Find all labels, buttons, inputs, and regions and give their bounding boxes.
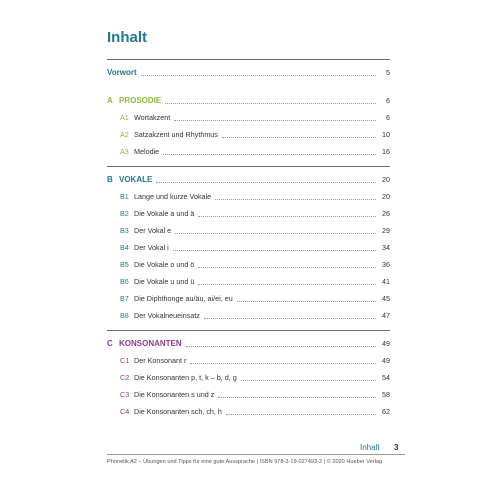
section-page: 6 (386, 96, 390, 105)
entry-code: C2 (120, 373, 130, 382)
entry-page: 29 (382, 226, 390, 235)
toc-entry-c4[interactable] (120, 406, 390, 418)
entry-label: Der Konsonant r (134, 356, 187, 365)
page-title: Inhalt (107, 29, 147, 46)
dot-leader (198, 283, 376, 285)
dot-leader (175, 232, 376, 234)
section-letter: A (107, 96, 113, 105)
toc-entry-c2[interactable] (120, 372, 390, 384)
entry-code: C4 (120, 407, 130, 416)
toc-entry-label: Vorwort (107, 68, 137, 77)
entry-label: Die Vokale o und ö (134, 260, 195, 269)
entry-page: 58 (382, 390, 390, 399)
dot-leader (198, 215, 376, 217)
toc-entry-b6[interactable] (120, 276, 390, 288)
entry-page: 54 (382, 373, 390, 382)
entry-page: 10 (382, 130, 390, 139)
entry-code: B8 (120, 311, 129, 320)
entry-label: Der Vokal i (134, 243, 169, 252)
section-label: PROSODIE (119, 96, 162, 105)
toc-entry-b3[interactable] (120, 225, 390, 237)
dot-leader (165, 102, 376, 104)
entry-code: A3 (120, 147, 129, 156)
entry-label: Die Vokale a und ä (134, 209, 195, 218)
section-label: KONSONANTEN (119, 339, 182, 348)
entry-code: B2 (120, 209, 129, 218)
toc-entry-vorwort[interactable] (107, 67, 390, 79)
entry-code: B7 (120, 294, 129, 303)
page-number: 3 (394, 443, 399, 452)
table-of-contents (107, 0, 390, 500)
section-divider-b (107, 166, 390, 167)
dot-leader (190, 362, 376, 364)
dot-leader (218, 396, 376, 398)
dot-leader (237, 300, 376, 302)
footer-imprint: Phonetik A2 – Übungen und Tipps für eine gute Aussprache | ISBN 978-3-19-027493-2 | © 2020 Hueber Verlag (107, 459, 383, 465)
entry-code: A1 (120, 113, 129, 122)
section-page: 20 (382, 175, 390, 184)
entry-page: 41 (382, 277, 390, 286)
section-divider-c (107, 330, 390, 331)
footer-label: Inhalt (360, 443, 380, 452)
toc-entry-a1[interactable] (120, 112, 390, 124)
entry-code: A2 (120, 130, 129, 139)
dot-leader (141, 74, 376, 76)
dot-leader (186, 345, 376, 347)
entry-label: Die Konsonanten p, t, k – b, d, g (134, 373, 237, 382)
toc-entry-c1[interactable] (120, 355, 390, 367)
section-letter: C (107, 339, 113, 348)
toc-section-c[interactable] (107, 338, 390, 350)
dot-leader (198, 266, 376, 268)
entry-label: Melodie (134, 147, 160, 156)
toc-entry-c3[interactable] (120, 389, 390, 401)
entry-page: 6 (386, 113, 390, 122)
entry-page: 45 (382, 294, 390, 303)
entry-code: C1 (120, 356, 130, 365)
dot-leader (204, 317, 376, 319)
entry-label: Wortakzent (134, 113, 171, 122)
section-label: VOKALE (119, 175, 153, 184)
dot-leader (174, 119, 376, 121)
toc-entry-b8[interactable] (120, 310, 390, 322)
entry-page: 49 (382, 356, 390, 365)
entry-label: Satzakzent und Rhythmus (134, 130, 218, 139)
dot-leader (163, 153, 376, 155)
dot-leader (226, 413, 376, 415)
entry-label: Lange und kurze Vokale (134, 192, 212, 201)
entry-label: Die Diphthonge au/äu, ai/ei, eu (134, 294, 233, 303)
entry-code: B3 (120, 226, 129, 235)
entry-code: B1 (120, 192, 129, 201)
section-page: 49 (382, 339, 390, 348)
entry-label: Die Vokale u und ü (134, 277, 195, 286)
entry-code: B4 (120, 243, 129, 252)
toc-entry-a2[interactable] (120, 129, 390, 141)
toc-entry-b5[interactable] (120, 259, 390, 271)
entry-label: Die Konsonanten sch, ch, h (134, 407, 222, 416)
dot-leader (215, 198, 376, 200)
toc-entry-b1[interactable] (120, 191, 390, 203)
entry-code: B6 (120, 277, 129, 286)
dot-leader (222, 136, 376, 138)
dot-leader (156, 181, 376, 183)
footer-divider (107, 454, 405, 455)
entry-page: 62 (382, 407, 390, 416)
entry-page: 20 (382, 192, 390, 201)
toc-entry-b7[interactable] (120, 293, 390, 305)
entry-code: B5 (120, 260, 129, 269)
toc-entry-page: 5 (386, 68, 390, 77)
entry-label: Die Konsonanten s und z (134, 390, 215, 399)
dot-leader (173, 249, 376, 251)
entry-code: C3 (120, 390, 130, 399)
toc-entry-a3[interactable] (120, 146, 390, 158)
entry-page: 16 (382, 147, 390, 156)
toc-entry-b2[interactable] (120, 208, 390, 220)
toc-section-a[interactable] (107, 95, 390, 107)
section-letter: B (107, 175, 113, 184)
dot-leader (241, 379, 376, 381)
entry-label: Der Vokal e (134, 226, 172, 235)
toc-section-b[interactable] (107, 174, 390, 186)
entry-page: 34 (382, 243, 390, 252)
entry-page: 26 (382, 209, 390, 218)
entry-page: 47 (382, 311, 390, 320)
toc-entry-b4[interactable] (120, 242, 390, 254)
entry-page: 36 (382, 260, 390, 269)
entry-label: Der Vokalneueinsatz (134, 311, 200, 320)
